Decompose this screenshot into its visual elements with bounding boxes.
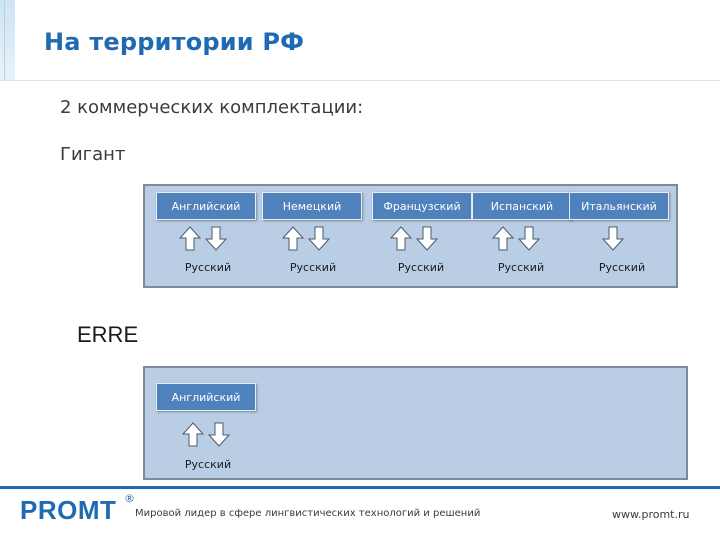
target-russian-erre: Русский [184, 458, 232, 471]
slide-title: На территории РФ [44, 28, 305, 56]
erre-package-panel [143, 366, 688, 480]
arrows-italian [588, 226, 648, 252]
arrows-spanish [490, 226, 550, 252]
footer-bar [0, 486, 720, 489]
lang-box-spanish: Испанский [472, 192, 572, 220]
target-russian-4: Русский [497, 261, 545, 274]
up-arrow-icon [391, 227, 411, 250]
target-russian-3: Русский [397, 261, 445, 274]
down-arrow-icon [519, 227, 539, 250]
target-russian-5: Русский [598, 261, 646, 274]
registered-mark: ® [124, 492, 135, 505]
up-arrow-icon [493, 227, 513, 250]
down-arrow-icon [309, 227, 329, 250]
lang-box-french: Французский [372, 192, 472, 220]
promt-logo: PROMT [20, 495, 117, 525]
footer-tagline: Мировой лидер в сфере лингвистических технологий и решений [135, 508, 481, 519]
target-russian-2: Русский [289, 261, 337, 274]
package-erre-label: ERRE [77, 322, 139, 347]
down-arrow-icon [417, 227, 437, 250]
lang-box-english: Английский [156, 192, 256, 220]
arrows-english [177, 226, 237, 252]
up-arrow-icon [180, 227, 200, 250]
up-arrow-icon [183, 423, 203, 446]
arrows-german [280, 226, 340, 252]
arrows-english-erre [180, 422, 240, 448]
giant-package-panel [143, 184, 678, 288]
arrows-french [388, 226, 448, 252]
lang-box-english-erre: Английский [156, 383, 256, 411]
subtitle-line: 2 коммерческих комплектации: [60, 97, 364, 118]
target-russian-1: Русский [184, 261, 232, 274]
title-divider [0, 80, 720, 81]
left-decor-stripe [0, 0, 15, 80]
down-arrow-icon [209, 423, 229, 446]
website-link[interactable]: www.promt.ru [612, 508, 690, 521]
lang-box-german: Немецкий [262, 192, 362, 220]
down-arrow-icon [603, 227, 623, 250]
package-giant-label: Гигант [60, 144, 126, 165]
up-arrow-icon [283, 227, 303, 250]
lang-box-italian: Итальянский [569, 192, 669, 220]
down-arrow-icon [206, 227, 226, 250]
